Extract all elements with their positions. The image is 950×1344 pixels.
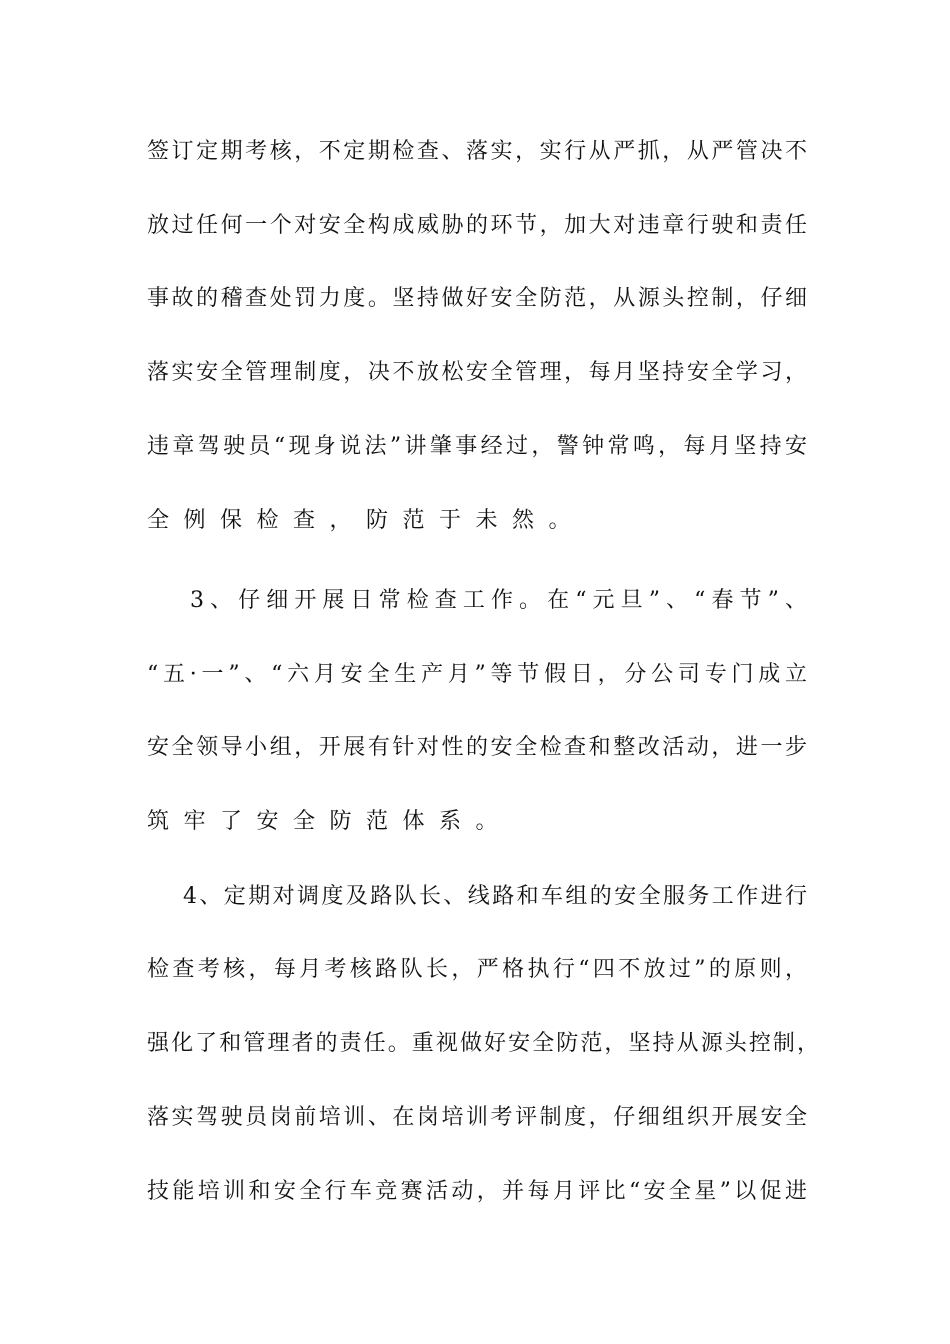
paragraph-line: 签订定期考核，不定期检查、落实，实行从严抓，从严管决不 (147, 139, 807, 164)
paragraph-3-line: 3、仔细开展日常检查工作。在“元旦”、“春节”、 (190, 588, 807, 613)
paragraph-line: 事故的稽查处罚力度。坚持做好安全防范，从源头控制，仔细 (147, 286, 807, 311)
paragraph-line: 放过任何一个对安全构成威胁的环节，加大对违章行驶和责任 (147, 213, 807, 238)
paragraph-line: 违章驾驶员“现身说法”讲肇事经过，警钟常鸣，每月坚持安 (147, 434, 807, 459)
paragraph-line: 落实安全管理制度，决不放松安全管理，每月坚持安全学习， (147, 360, 807, 385)
paragraph-4-line: 强化了和管理者的责任。重视做好安全防范，坚持从源头控制， (147, 1031, 819, 1056)
paragraph-4-line: 技能培训和安全行车竞赛活动，并每月评比“安全星”以促进 (147, 1179, 807, 1204)
paragraph-4-line: 落实驾驶员岗前培训、在岗培训考评制度，仔细组织开展安全 (147, 1105, 807, 1130)
paragraph-4-line: 4、定期对调度及路队长、线路和车组的安全服务工作进行 (183, 884, 807, 909)
paragraph-3-line: 安全领导小组，开展有针对性的安全检查和整改活动，进一步 (147, 735, 807, 760)
paragraph-line: 全例保检查，防范于未然。 (147, 508, 586, 533)
paragraph-3-line: “五·一”、“六月安全生产月”等节假日，分公司专门成立 (147, 662, 807, 687)
paragraph-4-line: 检查考核，每月考核路队长，严格执行“四不放过”的原则， (147, 957, 807, 982)
paragraph-3-line: 筑牢了安全防范体系。 (147, 809, 513, 834)
